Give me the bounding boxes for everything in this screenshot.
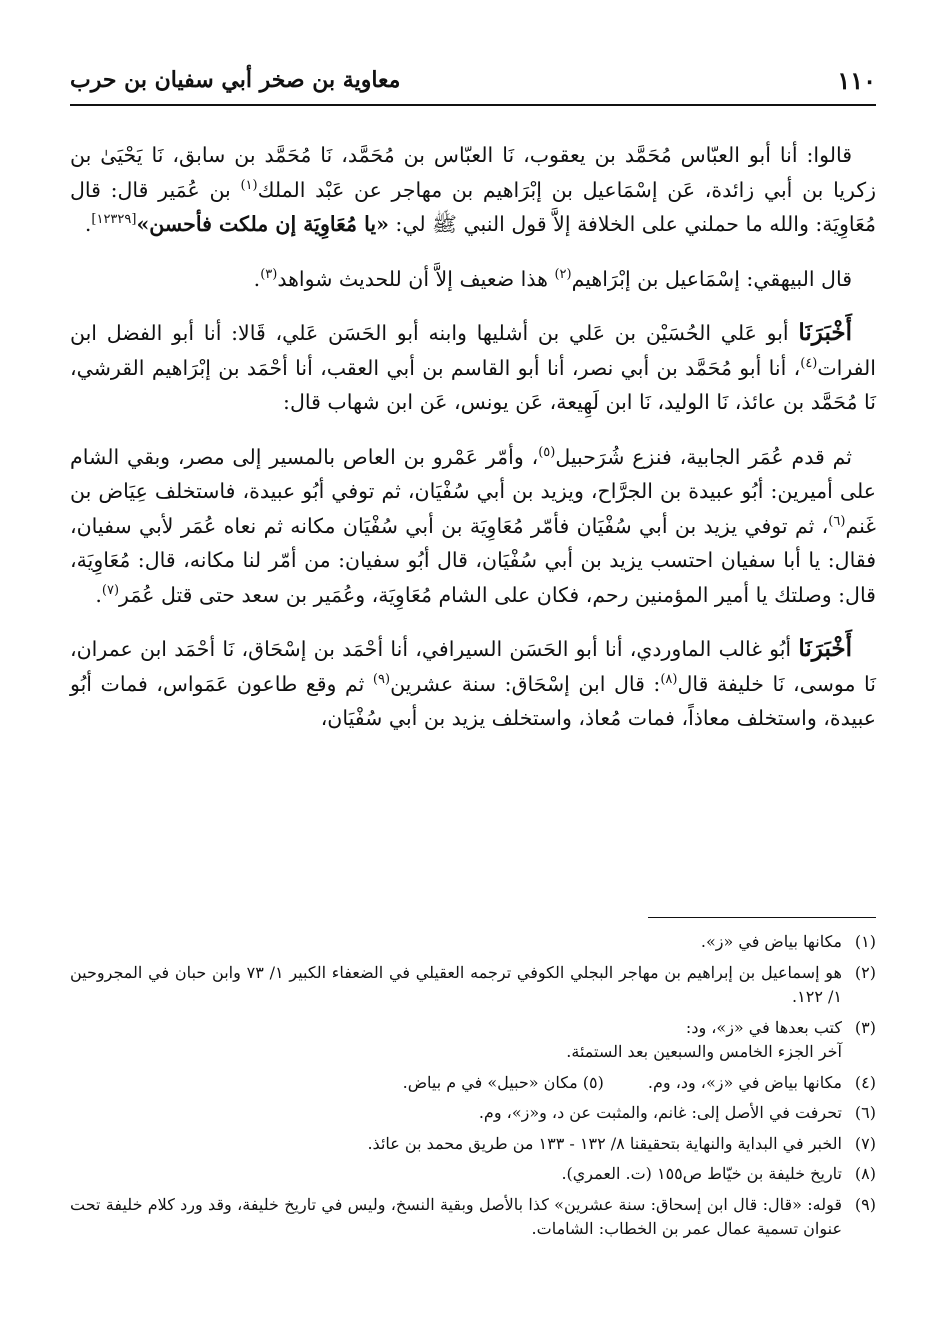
main-text: [70, 138, 876, 736]
footnote-number: (٥): [582, 1072, 604, 1092]
page-header: [70, 58, 876, 102]
header-rule: [70, 104, 876, 106]
footnote-line: كتب بعدها في «ز»، ود:: [685, 1017, 842, 1037]
footnote-ref-2: (٢): [554, 266, 572, 282]
footnote-number: (٩): [854, 1194, 876, 1214]
text: ثم قدم عُمَر الجابية، فنزع شُرَحبيل: [555, 444, 852, 469]
footnote-text: [70, 1016, 842, 1065]
text: بن عُمَير قال: قال مُعَاوِيَة: والله ما حملني على الخلافة إلاَّ قول النبي ﷺ لي:: [70, 177, 876, 236]
text: ثم وقع طاعون عَمَواس، فمات أبُو عبيدة، واستخلف معاذاً، فمات مُعاذ، واستخلف يزيد بن أبي سُفْيَان،: [70, 671, 876, 730]
text: .: [84, 212, 92, 236]
footnote-text-4: مكانها بياض في «ز»، ود، وم.: [647, 1072, 842, 1092]
footnote-text: تاريخ خليفة بن خيّاط ص١٥٥ (ت. العمري).: [561, 1164, 842, 1183]
text: قالوا: أنا أبو العبّاس مُحَمَّد بن يعقوب، نَا العبّاس بن مُحَمَّد، نَا مُحَمَّد بن سابق، نَا يَحْيَىٰ بن زكريا بن أبي زائدة، عَن إسْمَاعيل بن إبْرَاهيم بن مهاجر عن عَبْد الملك: [70, 143, 876, 202]
text: أبُو غالب الماوردي، أنا أبو الحَسَن السيرافي، أنا أحْمَد بن إسْحَاق، نَا أحْمَد ابن عمران، نَا موسى، نَا خليفة قال: [70, 637, 876, 696]
hadith-number: [١٢٣٢٩]: [91, 212, 137, 228]
footnote-ref-1: (١): [240, 177, 258, 193]
footnote-ref-7: (٧): [101, 582, 120, 598]
running-title: معاوية بن صخر أبي سفيان بن حرب: [70, 67, 401, 93]
footnote-4-5: [70, 1071, 876, 1096]
footnote-text: الخبر في البداية والنهاية بتحقيقنا ٨/ ١٣٢ - ١٣٣ من طريق محمد بن عائذ.: [367, 1133, 842, 1153]
footnote-text: تحرفت في الأصل إلى: غانم، والمثبت عن د، و«ز»، وم.: [478, 1103, 842, 1122]
page-number: ١١٠: [837, 65, 876, 95]
footnote-text-5: مكان «حبيل» في م بياض.: [402, 1072, 578, 1092]
footnote-ref-9: (٩): [372, 671, 391, 687]
text: أبو عَلي الحُسَيْن بن عَلي بن أشليها وابنه أبو الحَسَن عَلي، قَالا: أنا أبو الفضل ابن الفرات: [70, 321, 876, 380]
text: ، ثم توفي يزيد بن أبي سُفْيَان فأمّر مُعَاوِيَة بن أبي سُفْيَان مكانه ثم نعاه عُمَر لأبي سفيان، فقال: يا أبا سفيان احتسب يزيد بن أبي سُفْيَان، قال أبُو سفيان: من أمّر لنا مكانه، قال: مُعَاوِيَة، قال: وصلتك يا أمير المؤمنين رحم، فكان على الشام مُعَاوِيَة، وعُمَير بن سعد حتى قتل عُمَر: [70, 513, 876, 607]
text: : قال ابن إسْحَاق: سنة عشرين: [390, 671, 661, 696]
footnote-2: [70, 961, 876, 1010]
paragraph-4: [70, 440, 876, 613]
text: قال البيهقي: إسْمَاعيل بن إبْرَاهيم: [571, 266, 852, 291]
text: ، وأمّر عَمْرو بن العاص بالمسير إلى مصر، وبقي الشام على أميرين: أبُو عبيدة بن الجرَّاح، ويزيد بن أبي سُفْيَان، ثم توفي أبُو عبيدة، فاستخلف عِيَاض بن غَنم: [70, 444, 876, 538]
footnote-ref-6: (٦): [828, 513, 846, 529]
footnote-8: [70, 1162, 876, 1187]
footnote-number: (٣): [854, 1017, 876, 1037]
text: .: [253, 266, 261, 291]
footnote-number: (٢): [854, 962, 876, 982]
footnotes: [70, 930, 876, 1248]
paragraph-5: [70, 632, 876, 736]
footnote-ref-5: (٥): [538, 444, 556, 460]
footnote-5: [403, 1071, 604, 1096]
footnote-separator: [648, 917, 876, 918]
akhbarana-keyword: أَخْبَرَنَا: [798, 319, 852, 346]
text: .: [95, 582, 102, 607]
footnote-ref-3: (٣): [260, 266, 278, 282]
footnote-ref-8: (٨): [660, 671, 678, 687]
footnote-number: (٤): [854, 1072, 876, 1092]
footnote-3: [70, 1016, 876, 1065]
footnote-text: قوله: «قال: قال ابن إسحاق: سنة عشرين» كذا بالأصل وبقية النسخ، وليس في تاريخ خليفة، وقد ورد كلام خليفة تحت عنوان تسمية عمال عمر بن الخطاب: الشامات.: [70, 1194, 842, 1238]
text: ، أنا أبو مُحَمَّد بن أبي نصر، أنا أبو القاسم بن أبي العقب، أنا أحْمَد بن إبْرَاهيم القرشي، نَا مُحَمَّد بن عائذ، نَا الوليد، نَا ابن لَهِيعة، عَن يونس، عَن ابن شهاب قال:: [70, 355, 876, 414]
paragraph-1: [70, 138, 876, 242]
text: هذا ضعيف إلاَّ أن للحديث شواهد: [277, 266, 555, 291]
footnote-text: هو إسماعيل بن إبراهيم بن مهاجر البجلي الكوفي ترجمه العقيلي في الضعفاء الكبير ١/ ٧٣ وابن حبان في المجروحين ١/ ١٢٢.: [70, 962, 842, 1006]
footnote-text: مكانها بياض في «ز».: [700, 932, 842, 951]
footnote-ref-4: (٤): [800, 355, 818, 371]
footnote-line: آخر الجزء الخامس والسبعين بعد الستمئة.: [566, 1042, 842, 1061]
footnote-1: [70, 930, 876, 955]
paragraph-2: [70, 262, 876, 297]
footnote-9: [70, 1193, 876, 1242]
footnote-number: (٧): [854, 1133, 876, 1153]
footnote-number: (٦): [854, 1103, 876, 1122]
footnote-text: [70, 1071, 842, 1096]
paragraph-3: [70, 316, 876, 420]
footnote-6: [70, 1101, 876, 1126]
akhbarana-keyword: أَخْبَرَنَا: [798, 635, 852, 662]
footnote-number: (١): [854, 932, 876, 951]
hadith-quote: «يا مُعَاوِيَة إن ملكت فأحسن»: [136, 212, 389, 236]
footnote-7: [70, 1132, 876, 1157]
footnote-number: (٨): [854, 1164, 876, 1183]
